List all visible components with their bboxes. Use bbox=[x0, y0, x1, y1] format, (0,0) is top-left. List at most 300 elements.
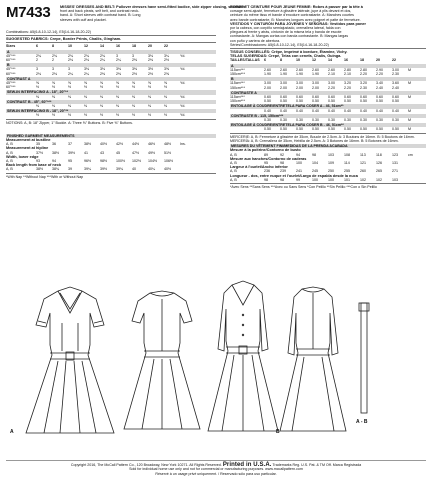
row-value: 98 bbox=[280, 177, 284, 182]
usage-notice: Sold for individual home use only and not for commercial or manufacturing purposes. www.mccallpattern.com bbox=[129, 467, 303, 472]
row-value: 3⅛ bbox=[84, 67, 89, 72]
row-label: 150cm*** bbox=[230, 72, 245, 77]
row-value: 98 bbox=[312, 152, 316, 157]
row-unit: Yd. bbox=[180, 67, 186, 72]
translated-contrast-b-rows bbox=[230, 118, 426, 122]
row-value: 2⅝ bbox=[164, 71, 169, 76]
dress-back-drawing bbox=[116, 287, 208, 437]
row-value: 39½ bbox=[100, 167, 107, 172]
row-value: 0.60 bbox=[296, 95, 303, 100]
row-label: 60"*** bbox=[6, 71, 16, 76]
chart-row bbox=[230, 86, 426, 90]
row-value: ⅜ bbox=[68, 94, 71, 99]
row-label bbox=[6, 95, 36, 99]
translated-view-b-label: B bbox=[230, 77, 426, 81]
translated-combinations: Séries/Combinaciones: A5(6-8-10-12-14), E5(14-16-18-20-22) bbox=[230, 42, 329, 47]
row-value: 98 bbox=[280, 160, 284, 165]
row-value: 0.60 bbox=[360, 95, 367, 100]
row-value: ½ bbox=[164, 85, 167, 90]
row-label: A, B bbox=[230, 177, 237, 182]
row-unit: M bbox=[408, 108, 411, 113]
row-value: ⅜ bbox=[148, 94, 151, 99]
row-value: 3 bbox=[52, 67, 54, 72]
technical-drawings bbox=[6, 279, 426, 449]
spanish-title-line: VESTIDOS Y CINTURÓN PARA JÓVENES Y SEÑORAS: Vestidos para poner bbox=[230, 21, 367, 26]
row-value: 95 bbox=[68, 159, 72, 164]
row-value: ⅜ bbox=[132, 94, 135, 99]
row-value: 2⅜ bbox=[148, 58, 153, 63]
row-value: 241 bbox=[296, 169, 302, 174]
row-value: 96½ bbox=[84, 159, 91, 164]
chart-row bbox=[230, 72, 426, 76]
row-unit: Yd. bbox=[180, 104, 186, 109]
row-value: 2½ bbox=[164, 58, 169, 63]
english-title-line: band. A: Short sleeves with contrast band. B: Long bbox=[60, 13, 141, 18]
row-value: ½ bbox=[116, 85, 119, 90]
row-value: 38½ bbox=[52, 150, 59, 155]
row-label: 115cm*** bbox=[230, 67, 245, 72]
row-value: 2¼ bbox=[116, 58, 121, 63]
row-value: 0.30 bbox=[328, 118, 335, 123]
row-value: 131 bbox=[392, 160, 398, 165]
row-label: A, B bbox=[6, 167, 13, 172]
row-value: 38¾ bbox=[52, 167, 59, 172]
row-value: 2⅜ bbox=[132, 58, 137, 63]
row-value: ⅜ bbox=[52, 104, 55, 109]
row-value: 2.00 bbox=[264, 85, 271, 90]
row-value: ½ bbox=[132, 113, 135, 118]
row-value: 108 bbox=[344, 152, 350, 157]
english-sew-in-b-label: SEW-IN INTERFACING B - 18", 20"** bbox=[6, 109, 216, 113]
row-value: 2¼ bbox=[100, 58, 105, 63]
row-value: ½ bbox=[68, 85, 71, 90]
row-value: 104 bbox=[312, 160, 318, 165]
row-value: 38½ bbox=[36, 167, 43, 172]
english-contrast-b-rows bbox=[6, 104, 216, 108]
row-value: 104½ bbox=[148, 159, 157, 164]
drawing-label-a: A bbox=[10, 429, 14, 435]
row-value: 0.50 bbox=[312, 127, 319, 132]
size-header-value: 6 bbox=[264, 58, 266, 63]
row-value: ⅝ bbox=[164, 81, 167, 86]
row-value: 1.90 bbox=[264, 72, 271, 77]
translated-sew-in-a-label: ENTOILAGE À COUDRE/ENTRETELA PARA COSER A - 46, 51cm** bbox=[230, 104, 426, 108]
row-value: ⅜ bbox=[164, 94, 167, 99]
row-value: ⅜ bbox=[68, 104, 71, 109]
row-value: 0.40 bbox=[328, 108, 335, 113]
chart-row bbox=[230, 169, 426, 173]
spanish-notions: MERCERÍA: A, B: Cremallera de 35cm, Hebilla de 2.5cm. A: 3 Botones de 16mm. B: 5 Botones de 16mm. bbox=[230, 138, 399, 143]
translated-sew-in-b-label: ENTOILAGE À COUDRE/ENTRETELA PARA COSER B - 46, 51cm** bbox=[230, 123, 426, 127]
row-value: 2¾ bbox=[36, 53, 41, 58]
row-value: 109 bbox=[328, 160, 334, 165]
row-value: 3.00 bbox=[280, 81, 287, 86]
row-value: 271 bbox=[392, 169, 398, 174]
row-value: 2.00 bbox=[280, 85, 287, 90]
row-value: 0.60 bbox=[264, 95, 271, 100]
row-value: 94 bbox=[52, 159, 56, 164]
row-value: 100 bbox=[312, 177, 318, 182]
row-value: 47½ bbox=[132, 150, 139, 155]
chart-row bbox=[230, 109, 426, 113]
drawing-label-b: B bbox=[276, 429, 280, 435]
row-value: 2½ bbox=[148, 71, 153, 76]
row-unit bbox=[180, 85, 190, 89]
row-value: ⅝ bbox=[36, 81, 39, 86]
row-value: 51½ bbox=[164, 150, 171, 155]
english-description bbox=[60, 5, 245, 22]
english-notions: NOTIONS: A, B: 18" Zipper, 1" Buckle. A: Three ⅝" Buttons. B: Five ⅝" Buttons. bbox=[6, 120, 133, 125]
english-sew-in-a-label: SEW-IN INTERFACING A - 18", 20"** bbox=[6, 90, 216, 94]
english-combinations: Combinations: A5(6-8-10-12-14), E5(14-16-18-20-22) bbox=[6, 30, 91, 34]
row-value: 2.00 bbox=[296, 85, 303, 90]
size-header-value: 18 bbox=[132, 44, 136, 49]
spanish-fabrics: TELAS SUGERIDAS: Crepé, Telas con cenefa, Chalís, Guinga. bbox=[230, 54, 342, 59]
row-value: 2¼ bbox=[68, 71, 73, 76]
row-value: 0.50 bbox=[344, 127, 351, 132]
row-value: 3⅜ bbox=[116, 67, 121, 72]
row-label: A, B bbox=[230, 160, 237, 165]
row-value: ⅝ bbox=[68, 81, 71, 86]
row-label: 60"*** bbox=[6, 58, 16, 63]
row-unit: M bbox=[408, 67, 411, 72]
row-value: 113 bbox=[360, 152, 366, 157]
row-value: 2.20 bbox=[360, 72, 367, 77]
chart-row bbox=[6, 72, 216, 76]
row-label: 150cm*** bbox=[230, 85, 245, 90]
row-value: 2.00 bbox=[312, 85, 319, 90]
row-value: 0.50 bbox=[264, 99, 271, 104]
row-label: A, B bbox=[6, 150, 13, 155]
row-value: 2.60 bbox=[264, 67, 271, 72]
row-value: 2.20 bbox=[344, 85, 351, 90]
row-value: 0.50 bbox=[360, 127, 367, 132]
row-value: ½ bbox=[100, 85, 103, 90]
row-value: 39½ bbox=[68, 150, 75, 155]
row-value: 236 bbox=[264, 169, 270, 174]
row-value: 100 bbox=[328, 177, 334, 182]
english-sew-in-a-rows bbox=[6, 95, 216, 99]
row-value: 2.40 bbox=[392, 85, 399, 90]
french-title-line: ROBES ET CEINTURE POUR JEUNE FEMME: Robes à passer par la tête à bbox=[230, 5, 363, 9]
translated-contrast-a-label: CONTRASTE A bbox=[230, 91, 426, 95]
row-label: 150cm*** bbox=[230, 99, 245, 104]
row-value: 3 bbox=[36, 67, 38, 72]
divider bbox=[6, 35, 216, 36]
row-value: 0.50 bbox=[360, 99, 367, 104]
row-value: 3.60 bbox=[392, 81, 399, 86]
row-value: 48½ bbox=[164, 142, 171, 147]
row-value: ⅜ bbox=[116, 94, 119, 99]
row-value: 3.00 bbox=[392, 67, 399, 72]
divider bbox=[230, 183, 426, 184]
size-header-value: 14 bbox=[100, 44, 104, 49]
row-value: 2.60 bbox=[280, 67, 287, 72]
row-value: 2.20 bbox=[328, 85, 335, 90]
row-unit: Ins. bbox=[180, 142, 186, 147]
chart-row bbox=[230, 127, 426, 131]
divider bbox=[6, 119, 216, 120]
row-unit: M bbox=[408, 118, 411, 123]
row-value: 2.30 bbox=[360, 85, 367, 90]
row-value: 93 bbox=[36, 159, 40, 164]
row-label: A, B bbox=[6, 142, 13, 147]
english-fabrics: SUGGESTED FABRICS: Crepe, Border Prints, Challis, Gingham. bbox=[6, 37, 122, 42]
row-unit: Yd. bbox=[180, 81, 186, 86]
divider bbox=[230, 48, 426, 49]
row-value: ⅜ bbox=[132, 104, 135, 109]
english-size-header bbox=[6, 44, 216, 48]
row-value: 0.60 bbox=[376, 95, 383, 100]
row-value: 0.30 bbox=[264, 118, 271, 123]
row-value: 0.50 bbox=[328, 127, 335, 132]
row-value: 114 bbox=[344, 160, 350, 165]
size-header-value: 16 bbox=[344, 58, 348, 63]
dress-b-back-drawing bbox=[274, 283, 352, 439]
english-title-line: front and back pleats, self belt, and contrast neck- bbox=[60, 9, 140, 14]
row-unit bbox=[408, 169, 418, 173]
size-header-value: 8 bbox=[280, 58, 282, 63]
row-value: ⅝ bbox=[132, 81, 135, 86]
row-value: 44½ bbox=[132, 142, 139, 147]
printed-in-usa: Printed in U.S.A. bbox=[222, 462, 272, 468]
row-label bbox=[230, 118, 264, 122]
row-value: ⅜ bbox=[148, 104, 151, 109]
row-value: 3.40 bbox=[376, 81, 383, 86]
row-value: 101 bbox=[344, 177, 350, 182]
row-value: ⅜ bbox=[36, 104, 39, 109]
row-value: ⅜ bbox=[84, 94, 87, 99]
row-value: 0.50 bbox=[312, 99, 319, 104]
row-value: 2¼ bbox=[84, 71, 89, 76]
row-value: 0.30 bbox=[312, 118, 319, 123]
translated-finished-header: MESURES DU VÊTEMENT FINI/MEDIDAS DE LA PRENDA ACABADA bbox=[230, 144, 426, 148]
row-value: ½ bbox=[52, 85, 55, 90]
row-value: 0.60 bbox=[344, 95, 351, 100]
translated-size-header bbox=[230, 58, 426, 62]
row-value: ⅝ bbox=[52, 81, 55, 86]
row-value: ⅜ bbox=[36, 94, 39, 99]
row-value: ⅝ bbox=[116, 81, 119, 86]
translated-contrast-b-label: CONTRASTE B - 115, 150cm*** bbox=[230, 114, 426, 118]
row-value: 245 bbox=[312, 169, 318, 174]
row-value: 3.20 bbox=[344, 81, 351, 86]
row-value: 94 bbox=[296, 152, 300, 157]
row-value: 0.30 bbox=[376, 118, 383, 123]
translated-width-label: Largeur à l'ourlet/Ancho inferior bbox=[230, 165, 288, 170]
row-value: 41 bbox=[84, 150, 88, 155]
row-value: 3⅛ bbox=[148, 53, 153, 58]
size-header-value: 6 bbox=[36, 44, 38, 49]
row-value: 0.40 bbox=[296, 108, 303, 113]
row-value: 2⅛ bbox=[84, 58, 89, 63]
row-unit bbox=[408, 178, 418, 182]
row-label: 115cm*** bbox=[230, 95, 245, 100]
row-value: 2 bbox=[36, 58, 38, 63]
chart-row bbox=[6, 167, 216, 171]
row-label: 45"*** bbox=[6, 53, 16, 58]
english-view-b-label: B bbox=[6, 63, 216, 67]
row-value: 98 bbox=[264, 177, 268, 182]
row-value: 37 bbox=[68, 142, 72, 147]
size-header-value: 14 bbox=[328, 58, 332, 63]
size-header-value: 18 bbox=[360, 58, 364, 63]
row-value: 0.40 bbox=[312, 108, 319, 113]
row-value: 2¾ bbox=[68, 53, 73, 58]
divider bbox=[230, 133, 426, 134]
row-value: 37½ bbox=[36, 150, 43, 155]
row-value: 103 bbox=[328, 152, 334, 157]
row-unit: Yd. bbox=[180, 113, 186, 118]
size-header-value: 12 bbox=[84, 44, 88, 49]
row-value: 3.00 bbox=[312, 81, 319, 86]
row-value: ½ bbox=[164, 113, 167, 118]
row-value: 3⅜ bbox=[132, 67, 137, 72]
row-label: 45"*** bbox=[6, 67, 16, 72]
row-unit: M bbox=[408, 95, 411, 100]
row-value: 123 bbox=[392, 152, 398, 157]
row-value: 0.50 bbox=[264, 127, 271, 132]
row-value: 43 bbox=[100, 150, 104, 155]
row-value: ½ bbox=[116, 113, 119, 118]
row-value: 0.50 bbox=[280, 99, 287, 104]
row-value: 3 bbox=[68, 67, 70, 72]
row-label bbox=[230, 127, 264, 131]
english-bust-label: Measurement at bustline bbox=[6, 138, 51, 143]
row-value: 3¼ bbox=[164, 53, 169, 58]
translated-contrast-a-rows bbox=[230, 95, 426, 103]
row-value: 126 bbox=[376, 160, 382, 165]
row-value: 0.30 bbox=[296, 118, 303, 123]
size-header-label: Sizes bbox=[6, 44, 16, 49]
size-header-value: 22 bbox=[164, 44, 168, 49]
row-label: 60"*** bbox=[6, 85, 16, 90]
row-value: 2.20 bbox=[376, 72, 383, 77]
size-header-value: 10 bbox=[296, 58, 300, 63]
row-value: ½ bbox=[36, 113, 39, 118]
english-view-b-rows bbox=[6, 67, 216, 75]
translated-view-a-label: A bbox=[230, 64, 426, 68]
row-value: 0.30 bbox=[392, 118, 399, 123]
row-value: ½ bbox=[132, 85, 135, 90]
row-value: 39 bbox=[68, 167, 72, 172]
row-value: 40¼ bbox=[148, 167, 155, 172]
row-value: 2⅛ bbox=[68, 58, 73, 63]
row-value: 3 bbox=[116, 53, 118, 58]
row-value: ½ bbox=[84, 113, 87, 118]
row-value: 0.30 bbox=[280, 118, 287, 123]
english-view-a-label: A bbox=[6, 50, 216, 54]
english-back-label: Back length from base of neck bbox=[6, 163, 62, 168]
row-value: 2.60 bbox=[296, 67, 303, 72]
row-label: A, B bbox=[230, 169, 237, 174]
row-label: 115cm*** bbox=[230, 81, 245, 86]
pattern-code: M7433 bbox=[6, 4, 51, 21]
row-value: 239 bbox=[280, 169, 286, 174]
row-value: 2 bbox=[52, 58, 54, 63]
row-unit: cm bbox=[408, 152, 413, 157]
row-value: 1.90 bbox=[312, 72, 319, 77]
translated-sew-in-a-rows bbox=[230, 109, 426, 113]
drawing-label-ab: A - B bbox=[356, 419, 368, 425]
row-value: ⅝ bbox=[100, 81, 103, 86]
row-value: 1.90 bbox=[296, 72, 303, 77]
row-value: ½ bbox=[52, 113, 55, 118]
english-width-label: Width, lower edge bbox=[6, 154, 39, 159]
english-title-line: MISSES' DRESSES AND BELT: Pullover dresses have semi-fitted bodice, side zipper closing, skirt with bbox=[60, 5, 245, 9]
row-unit bbox=[180, 167, 190, 171]
row-label: A, B bbox=[6, 159, 13, 164]
translated-width-row bbox=[230, 169, 426, 173]
row-value: 0.50 bbox=[328, 99, 335, 104]
row-value: 98½ bbox=[100, 159, 107, 164]
row-value: 2⅜ bbox=[100, 71, 105, 76]
row-unit bbox=[180, 159, 190, 163]
row-value: 2.10 bbox=[344, 72, 351, 77]
row-value: ⅜ bbox=[52, 94, 55, 99]
row-value: 2¾ bbox=[52, 53, 57, 58]
translated-back-row bbox=[230, 178, 426, 182]
row-value: 100½ bbox=[116, 159, 125, 164]
row-value: 0.40 bbox=[376, 108, 383, 113]
row-value: 39¼ bbox=[84, 167, 91, 172]
english-view-a-rows bbox=[6, 54, 216, 62]
row-value: 95 bbox=[264, 160, 268, 165]
french-title-line: corsage semi-ajusté, fermeture à glissière latérale, jupe à plis devant et dos, bbox=[230, 9, 352, 14]
row-value: 0.60 bbox=[392, 95, 399, 100]
french-notions: MERCERIE: A, B: Fermeture à glissière de 35cm, Boucle de 2.5cm. A: 3 Boutons de 16mm. B: 5 Boutons de 16mm. bbox=[230, 134, 415, 139]
row-value: 0.40 bbox=[264, 108, 271, 113]
row-value: ½ bbox=[84, 85, 87, 90]
row-value: 0.30 bbox=[360, 118, 367, 123]
row-unit: M bbox=[408, 81, 411, 86]
row-value: 0.50 bbox=[392, 127, 399, 132]
row-value: 121 bbox=[360, 160, 366, 165]
size-header-value: 12 bbox=[312, 58, 316, 63]
row-value: 89 bbox=[264, 152, 268, 157]
row-value: 0.50 bbox=[376, 127, 383, 132]
row-value: 2.40 bbox=[376, 85, 383, 90]
row-value: 3.00 bbox=[296, 81, 303, 86]
translated-bust-label: Mesure à la poitrine/Contorno de busto bbox=[230, 148, 301, 153]
row-value: ⅜ bbox=[100, 104, 103, 109]
copyright-footer bbox=[6, 463, 426, 476]
row-value: 92 bbox=[280, 152, 284, 157]
row-value: 2.10 bbox=[328, 72, 335, 77]
translated-view-b-rows bbox=[230, 81, 426, 89]
size-header-value: 10 bbox=[68, 44, 72, 49]
row-value: 2.80 bbox=[344, 67, 351, 72]
english-contrast-b-label: CONTRAST B - 45", 60"*** bbox=[6, 100, 216, 104]
row-value: 3⅝ bbox=[164, 67, 169, 72]
row-value: 3.00 bbox=[328, 81, 335, 86]
size-header-value: 16 bbox=[116, 44, 120, 49]
row-value: 40 bbox=[132, 167, 136, 172]
row-unit bbox=[180, 151, 190, 155]
chart-row bbox=[6, 113, 216, 117]
row-value: 42½ bbox=[116, 142, 123, 147]
row-value: 106½ bbox=[164, 159, 173, 164]
english-contrast-a-label: CONTRAST A bbox=[6, 77, 216, 81]
row-unit bbox=[408, 86, 418, 90]
row-value: 0.50 bbox=[376, 99, 383, 104]
row-value: 0.50 bbox=[296, 99, 303, 104]
row-value: 0.50 bbox=[296, 127, 303, 132]
row-value: 102 bbox=[360, 177, 366, 182]
row-value: 2¾ bbox=[84, 53, 89, 58]
row-value: 99 bbox=[296, 177, 300, 182]
row-value: 255 bbox=[344, 169, 350, 174]
